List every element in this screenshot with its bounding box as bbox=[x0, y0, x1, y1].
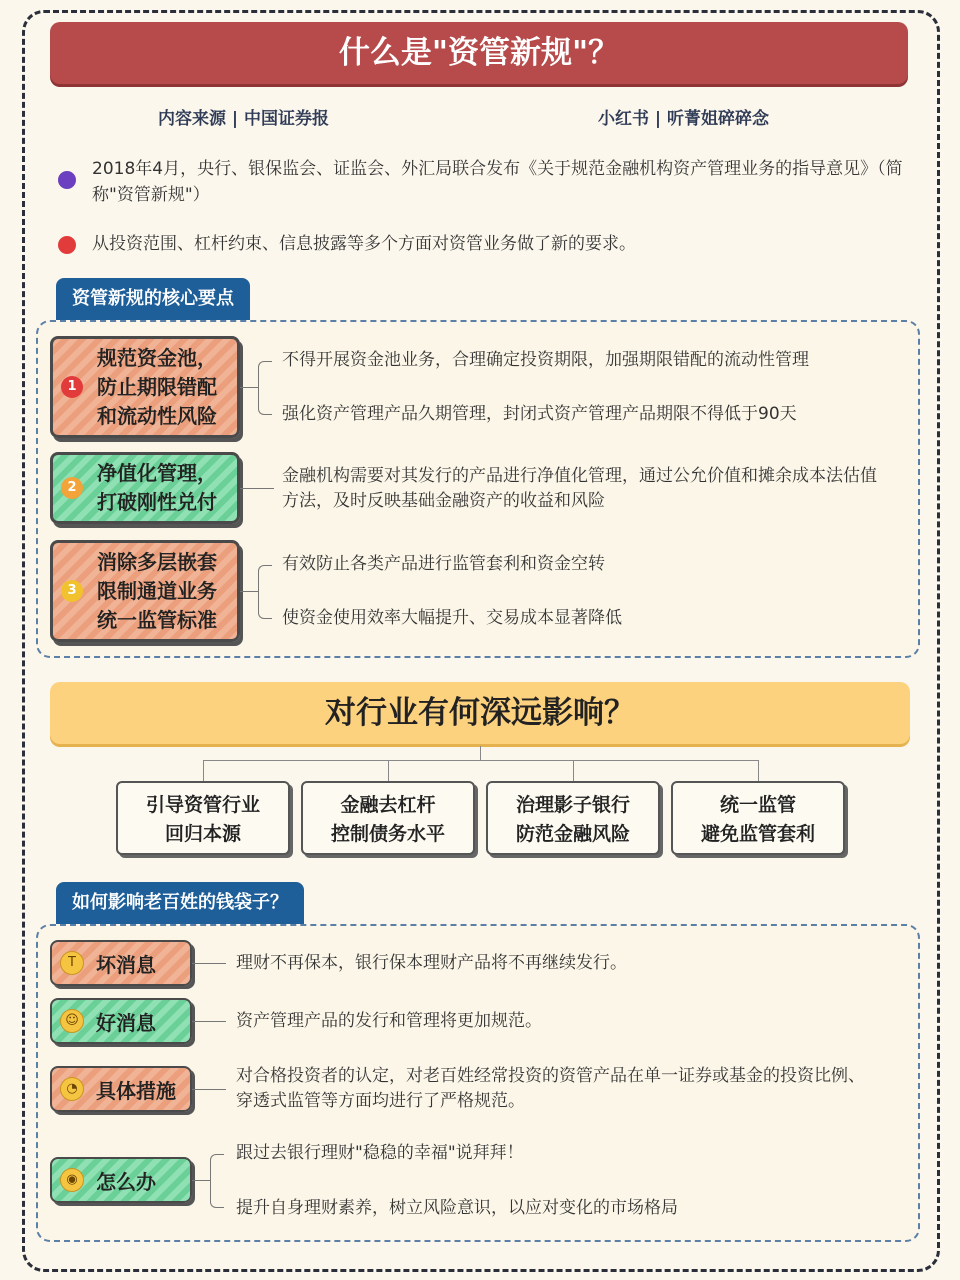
connector bbox=[240, 387, 258, 388]
content-source: 内容来源 | 中国证券报 bbox=[158, 109, 330, 129]
core-point-1-line-2: 防止期限错配 bbox=[97, 374, 217, 399]
core-point-3-detail-1: 有效防止各类产品进行监管套利和资金空转 bbox=[282, 554, 605, 574]
tree-line bbox=[203, 760, 758, 761]
brace bbox=[210, 1154, 224, 1208]
red-bullet-icon bbox=[58, 236, 76, 254]
impact-item-3-line-1: 治理影子银行 bbox=[515, 794, 630, 816]
tree-line bbox=[480, 746, 481, 760]
measures-text: 对合格投资者的认定，对老百姓经常投资的资管产品在单一证券或基金的投资比例、穿透式监管等方面均进行了严格规范。 bbox=[236, 1066, 865, 1111]
impact-item-1-line-1: 引导资管行业 bbox=[145, 794, 260, 816]
intro-paragraph-1: 2018年4月，央行、银保监会、证监会、外汇局联合发布《关于规范金融机构资产管理业务的指导意见》（简 称"资管新规"） bbox=[92, 159, 903, 205]
smiling-face-icon: ☺ bbox=[60, 1009, 84, 1033]
tree-line bbox=[203, 760, 204, 781]
purple-bullet-icon bbox=[58, 171, 76, 189]
core-point-1-detail-2: 强化资产管理产品久期管理，封闭式资产管理产品期限不得低于90天 bbox=[282, 404, 797, 424]
crying-face-icon: T bbox=[60, 951, 84, 975]
core-point-1-line-3: 和流动性风险 bbox=[97, 403, 217, 428]
core-point-card-3 bbox=[50, 540, 240, 642]
bad-news-text: 理财不再保本，银行保本理财产品将不再继续发行。 bbox=[236, 953, 627, 973]
core-point-1-line-1: 规范资金池， bbox=[97, 345, 217, 370]
core-point-3-detail-2: 使资金使用效率大幅提升、交易成本显著降低 bbox=[282, 608, 622, 628]
page-title: 什么是"资管新规"？ bbox=[50, 22, 908, 84]
good-news-label: 好消息 bbox=[96, 1010, 156, 1035]
good-news-tag bbox=[50, 998, 192, 1044]
core-point-1-detail-1: 不得开展资金池业务，合理确定投资期限，加强期限错配的流动性管理 bbox=[282, 350, 809, 370]
impact-item-3 bbox=[486, 781, 660, 855]
impact-item-2 bbox=[301, 781, 475, 855]
impact-item-3-line-2: 防范金融风险 bbox=[515, 823, 630, 845]
connector bbox=[240, 488, 274, 489]
number-3-icon: 3 bbox=[61, 580, 83, 602]
brace bbox=[258, 565, 272, 619]
impact-heading: 对行业有何深远影响？ bbox=[50, 682, 910, 744]
connector bbox=[192, 1180, 210, 1181]
what-to-do-text-2: 提升自身理财素养，树立风险意识，以应对变化的市场格局 bbox=[236, 1198, 678, 1218]
impact-item-1-line-2: 回归本源 bbox=[164, 823, 241, 845]
impact-item-4 bbox=[671, 781, 845, 855]
surprised-face-icon: ◉ bbox=[60, 1168, 84, 1192]
core-point-card-2 bbox=[50, 452, 240, 524]
core-point-3-line-3: 统一监管标准 bbox=[97, 607, 217, 632]
bad-news-label: 坏消息 bbox=[96, 952, 156, 977]
intro-paragraph-2: 从投资范围、杠杆约束、信息披露等多个方面对资管业务做了新的要求。 bbox=[92, 234, 636, 254]
bad-news-tag bbox=[50, 940, 192, 986]
impact-item-2-line-1: 金融去杠杆 bbox=[340, 794, 436, 816]
tree-line bbox=[573, 760, 574, 781]
number-1-icon: 1 bbox=[61, 376, 83, 398]
what-to-do-label: 怎么办 bbox=[96, 1169, 156, 1194]
tree-line bbox=[388, 760, 389, 781]
connector bbox=[192, 963, 226, 964]
people-impact-heading: 如何影响老百姓的钱袋子？ bbox=[56, 882, 304, 924]
core-point-3-line-2: 限制通道业务 bbox=[97, 578, 217, 603]
connector bbox=[240, 591, 258, 592]
measures-label: 具体措施 bbox=[96, 1078, 176, 1103]
impact-item-2-line-2: 控制债务水平 bbox=[330, 823, 445, 845]
connector bbox=[192, 1021, 226, 1022]
impact-item-1 bbox=[116, 781, 290, 855]
author-credit: 小红书 | 听菁姐碎碎念 bbox=[598, 109, 770, 129]
connector bbox=[192, 1089, 226, 1090]
impact-item-4-line-2: 避免监管套利 bbox=[700, 823, 815, 845]
brace bbox=[258, 361, 272, 415]
measures-tag bbox=[50, 1066, 192, 1112]
core-point-2-line-1: 净值化管理， bbox=[97, 461, 217, 485]
core-point-2-line-2: 打破刚性兑付 bbox=[97, 490, 217, 514]
core-point-3-line-1: 消除多层嵌套 bbox=[97, 549, 217, 574]
what-to-do-tag bbox=[50, 1157, 192, 1203]
number-2-icon: 2 bbox=[61, 477, 83, 499]
impact-item-4-line-1: 统一监管 bbox=[719, 794, 796, 816]
what-to-do-text-1: 跟过去银行理财"稳稳的幸福"说拜拜！ bbox=[236, 1143, 524, 1163]
worried-face-icon: ◔ bbox=[60, 1077, 84, 1101]
good-news-text: 资产管理产品的发行和管理将更加规范。 bbox=[236, 1011, 542, 1031]
core-points-heading: 资管新规的核心要点 bbox=[56, 278, 250, 320]
core-point-card-1 bbox=[50, 336, 240, 438]
tree-line bbox=[758, 760, 759, 781]
core-point-2-detail-1: 金融机构需要对其发行的产品进行净值化管理，通过公允价值和摊余成本法估值方法，及时反映基础金融资产的收益和风险 bbox=[282, 466, 877, 511]
